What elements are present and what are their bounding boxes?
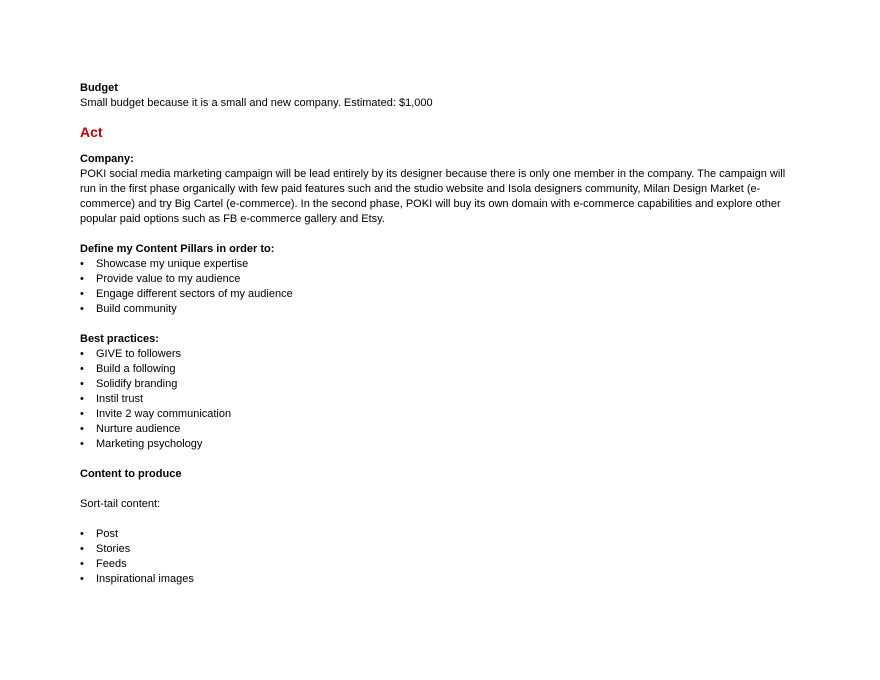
spacer — [80, 317, 800, 332]
pillars-list — [80, 257, 800, 317]
content-list — [80, 527, 800, 587]
spacer — [80, 512, 800, 527]
spacer — [80, 227, 800, 242]
list-item: • Post — [80, 527, 800, 542]
list-item: • Solidify branding — [80, 377, 800, 392]
list-item: • Stories — [80, 542, 800, 557]
practices-list — [80, 347, 800, 452]
act-section-title: Act — [80, 124, 103, 140]
list-item: • Instil trust — [80, 392, 800, 407]
budget-text: Small budget because it is a small and new company. Estimated: $1,000 — [80, 97, 433, 109]
practices-heading: Best practices: — [80, 333, 159, 345]
budget-heading: Budget — [80, 82, 118, 94]
company-text: POKI social media marketing campaign will be lead entirely by its designer because there is only one member in the company. The campaign will run in the first phase organically with few paid features such and the studio website and Isola designers community, Milan Design Market (e-commerce) and try Big Cartel (e-commerce). In the second phase, POKI will buy its own domain with e-commerce capabilities and explore other popular paid options such as FB e-commerce gallery and Etsy. — [80, 168, 786, 225]
list-item: • Invite 2 way communication — [80, 407, 800, 422]
company-heading: Company: — [80, 153, 134, 165]
list-item: • Showcase my unique expertise — [80, 257, 800, 272]
spacer — [80, 482, 800, 497]
document-page — [80, 81, 800, 587]
pillars-heading: Define my Content Pillars in order to: — [80, 243, 275, 255]
list-item: • Inspirational images — [80, 572, 800, 587]
list-item: • GIVE to followers — [80, 347, 800, 362]
content-subheading: Sort-tail content: — [80, 498, 161, 510]
list-item: • Feeds — [80, 557, 800, 572]
spacer — [80, 452, 800, 467]
list-item: • Marketing psychology — [80, 437, 800, 452]
list-item: • Engage different sectors of my audience — [80, 287, 800, 302]
list-item: • Provide value to my audience — [80, 272, 800, 287]
list-item: • Nurture audience — [80, 422, 800, 437]
content-heading: Content to produce — [80, 468, 182, 480]
list-item: • Build a following — [80, 362, 800, 377]
list-item: • Build community — [80, 302, 800, 317]
